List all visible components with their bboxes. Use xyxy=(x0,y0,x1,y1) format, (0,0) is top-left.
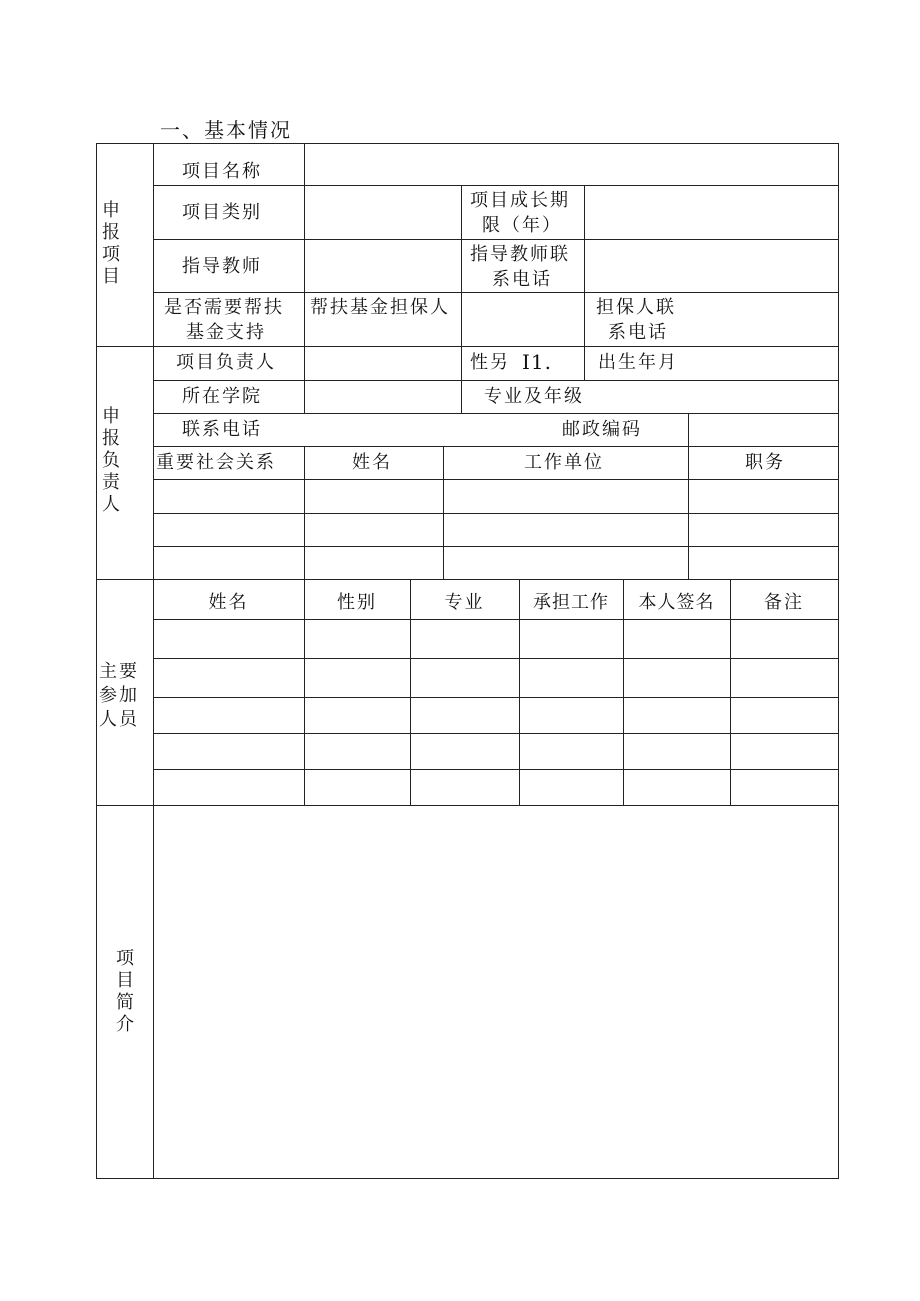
section-label-leader: 申报负责人 xyxy=(102,406,120,515)
growth-period-field[interactable] xyxy=(585,186,838,239)
project-type-field[interactable] xyxy=(305,186,461,239)
advisor-field[interactable] xyxy=(305,240,461,292)
advisor-phone-label-line1: 指导教师联 xyxy=(470,244,570,265)
relations-name-header: 姓名 xyxy=(352,452,392,473)
college-field[interactable] xyxy=(305,381,461,413)
birth-label: 出生年月 xyxy=(598,352,678,373)
postcode-field[interactable] xyxy=(689,414,838,446)
section-label-members: 主要参加人员 xyxy=(99,661,139,730)
relations-workplace-header: 工作单位 xyxy=(524,452,604,473)
members-col-name: 姓名 xyxy=(208,592,249,613)
gender-label: 性另 xyxy=(470,352,510,373)
section-label-summary: 项目简介 xyxy=(116,948,134,1035)
growth-period-label-line1: 项目成长期 xyxy=(470,190,570,211)
gender-mark: I1. xyxy=(522,350,552,374)
major-grade-label: 专业及年级 xyxy=(484,386,584,407)
section-label-project: 申报项目 xyxy=(102,200,120,287)
project-summary-field[interactable] xyxy=(154,806,838,1178)
phone-label: 联系电话 xyxy=(182,419,262,440)
members-col-major: 专业 xyxy=(444,592,485,613)
advisor-phone-field[interactable] xyxy=(585,240,838,292)
advisor-phone-label-line2: 系电话 xyxy=(492,269,552,290)
project-name-field[interactable] xyxy=(305,144,838,185)
project-type-label: 项目类别 xyxy=(182,202,262,223)
leader-label: 项目负责人 xyxy=(176,352,276,373)
fund-need-label-line1: 是否需要帮扶 xyxy=(164,297,284,318)
members-col-signature: 本人签名 xyxy=(638,592,715,613)
guarantor-field[interactable] xyxy=(462,293,584,346)
guarantor-label: 帮扶基金担保人 xyxy=(310,297,450,318)
section-heading: 一、基本情况 xyxy=(160,118,292,142)
members-col-remarks: 备注 xyxy=(764,592,804,613)
guarantor-phone-label-line1: 担保人联 xyxy=(596,297,676,318)
members-col-duty: 承担工作 xyxy=(533,592,609,613)
members-col-gender: 性别 xyxy=(337,592,377,613)
college-label: 所在学院 xyxy=(182,386,262,407)
relations-position-header: 职务 xyxy=(745,452,785,473)
growth-period-label-line2: 限（年） xyxy=(482,215,562,236)
advisor-label: 指导教师 xyxy=(182,256,262,277)
postcode-label: 邮政编码 xyxy=(562,419,642,440)
relations-label: 重要社会关系 xyxy=(156,452,276,473)
leader-field[interactable] xyxy=(305,347,461,380)
project-name-label: 项目名称 xyxy=(182,161,262,182)
guarantor-phone-label-line2: 系电话 xyxy=(608,322,668,343)
fund-need-label-line2: 基金支持 xyxy=(186,322,266,343)
